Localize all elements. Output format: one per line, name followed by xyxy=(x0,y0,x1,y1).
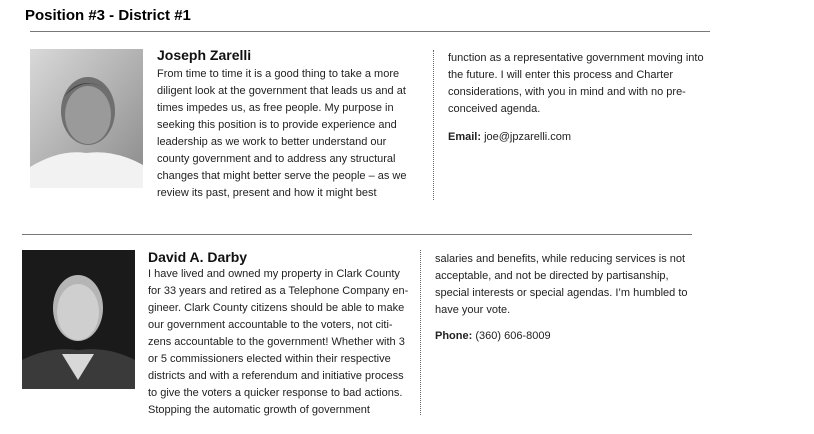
column-divider xyxy=(433,50,434,200)
phone-number: (360) 606-8009 xyxy=(475,330,551,342)
contact-label: Phone: xyxy=(435,330,473,342)
candidate-photo-zarelli xyxy=(30,49,143,188)
candidate-name: Joseph Zarelli xyxy=(157,47,252,63)
candidate-bio-col2: salaries and benefits, while reducing services is not acceptable, and not be directed by partisanship, special interests or special agendas. I’m humbled to have your vote. xyxy=(435,253,688,316)
candidate-bio-col1: From time to time it is a good thing to take a more diligent look at the government that leads us and at times impedes us, as free people. My purpose in seeking this position is to provide experience and leadership as we work to better understand our county government and to address any structural changes that might better serve the people – as we review its past, present and how it might best xyxy=(157,68,407,199)
page-title: Position #3 - District #1 xyxy=(25,7,191,24)
candidate-contact xyxy=(435,328,693,345)
candidate-bio-col2: function as a representative government moving into the future. I will enter this process and Charter considerations, with you in mind and with no pre-conceived agenda. xyxy=(448,52,704,115)
email-link[interactable]: joe@jpzarelli.com xyxy=(484,131,572,143)
column-divider xyxy=(420,250,421,415)
section-divider xyxy=(22,234,692,235)
candidate-contact xyxy=(448,129,708,146)
contact-label: Email: xyxy=(448,131,482,143)
candidate-name: David A. Darby xyxy=(148,249,248,265)
candidate-photo-darby xyxy=(22,250,135,389)
candidate-bio-col1: I have lived and owned my property in Clark County for 33 years and retired as a Telephone Company en-gineer. Clark County citizens should be able to make our government accountable to the voters, not citi-zens accountable to the government! Whether with 3 or 5 commissioners elected within their respective districts and with a referendum and initiative process to give the voters a quicker response to bad actions. Stopping the automatic growth of government xyxy=(148,268,409,416)
header-divider xyxy=(30,31,710,32)
